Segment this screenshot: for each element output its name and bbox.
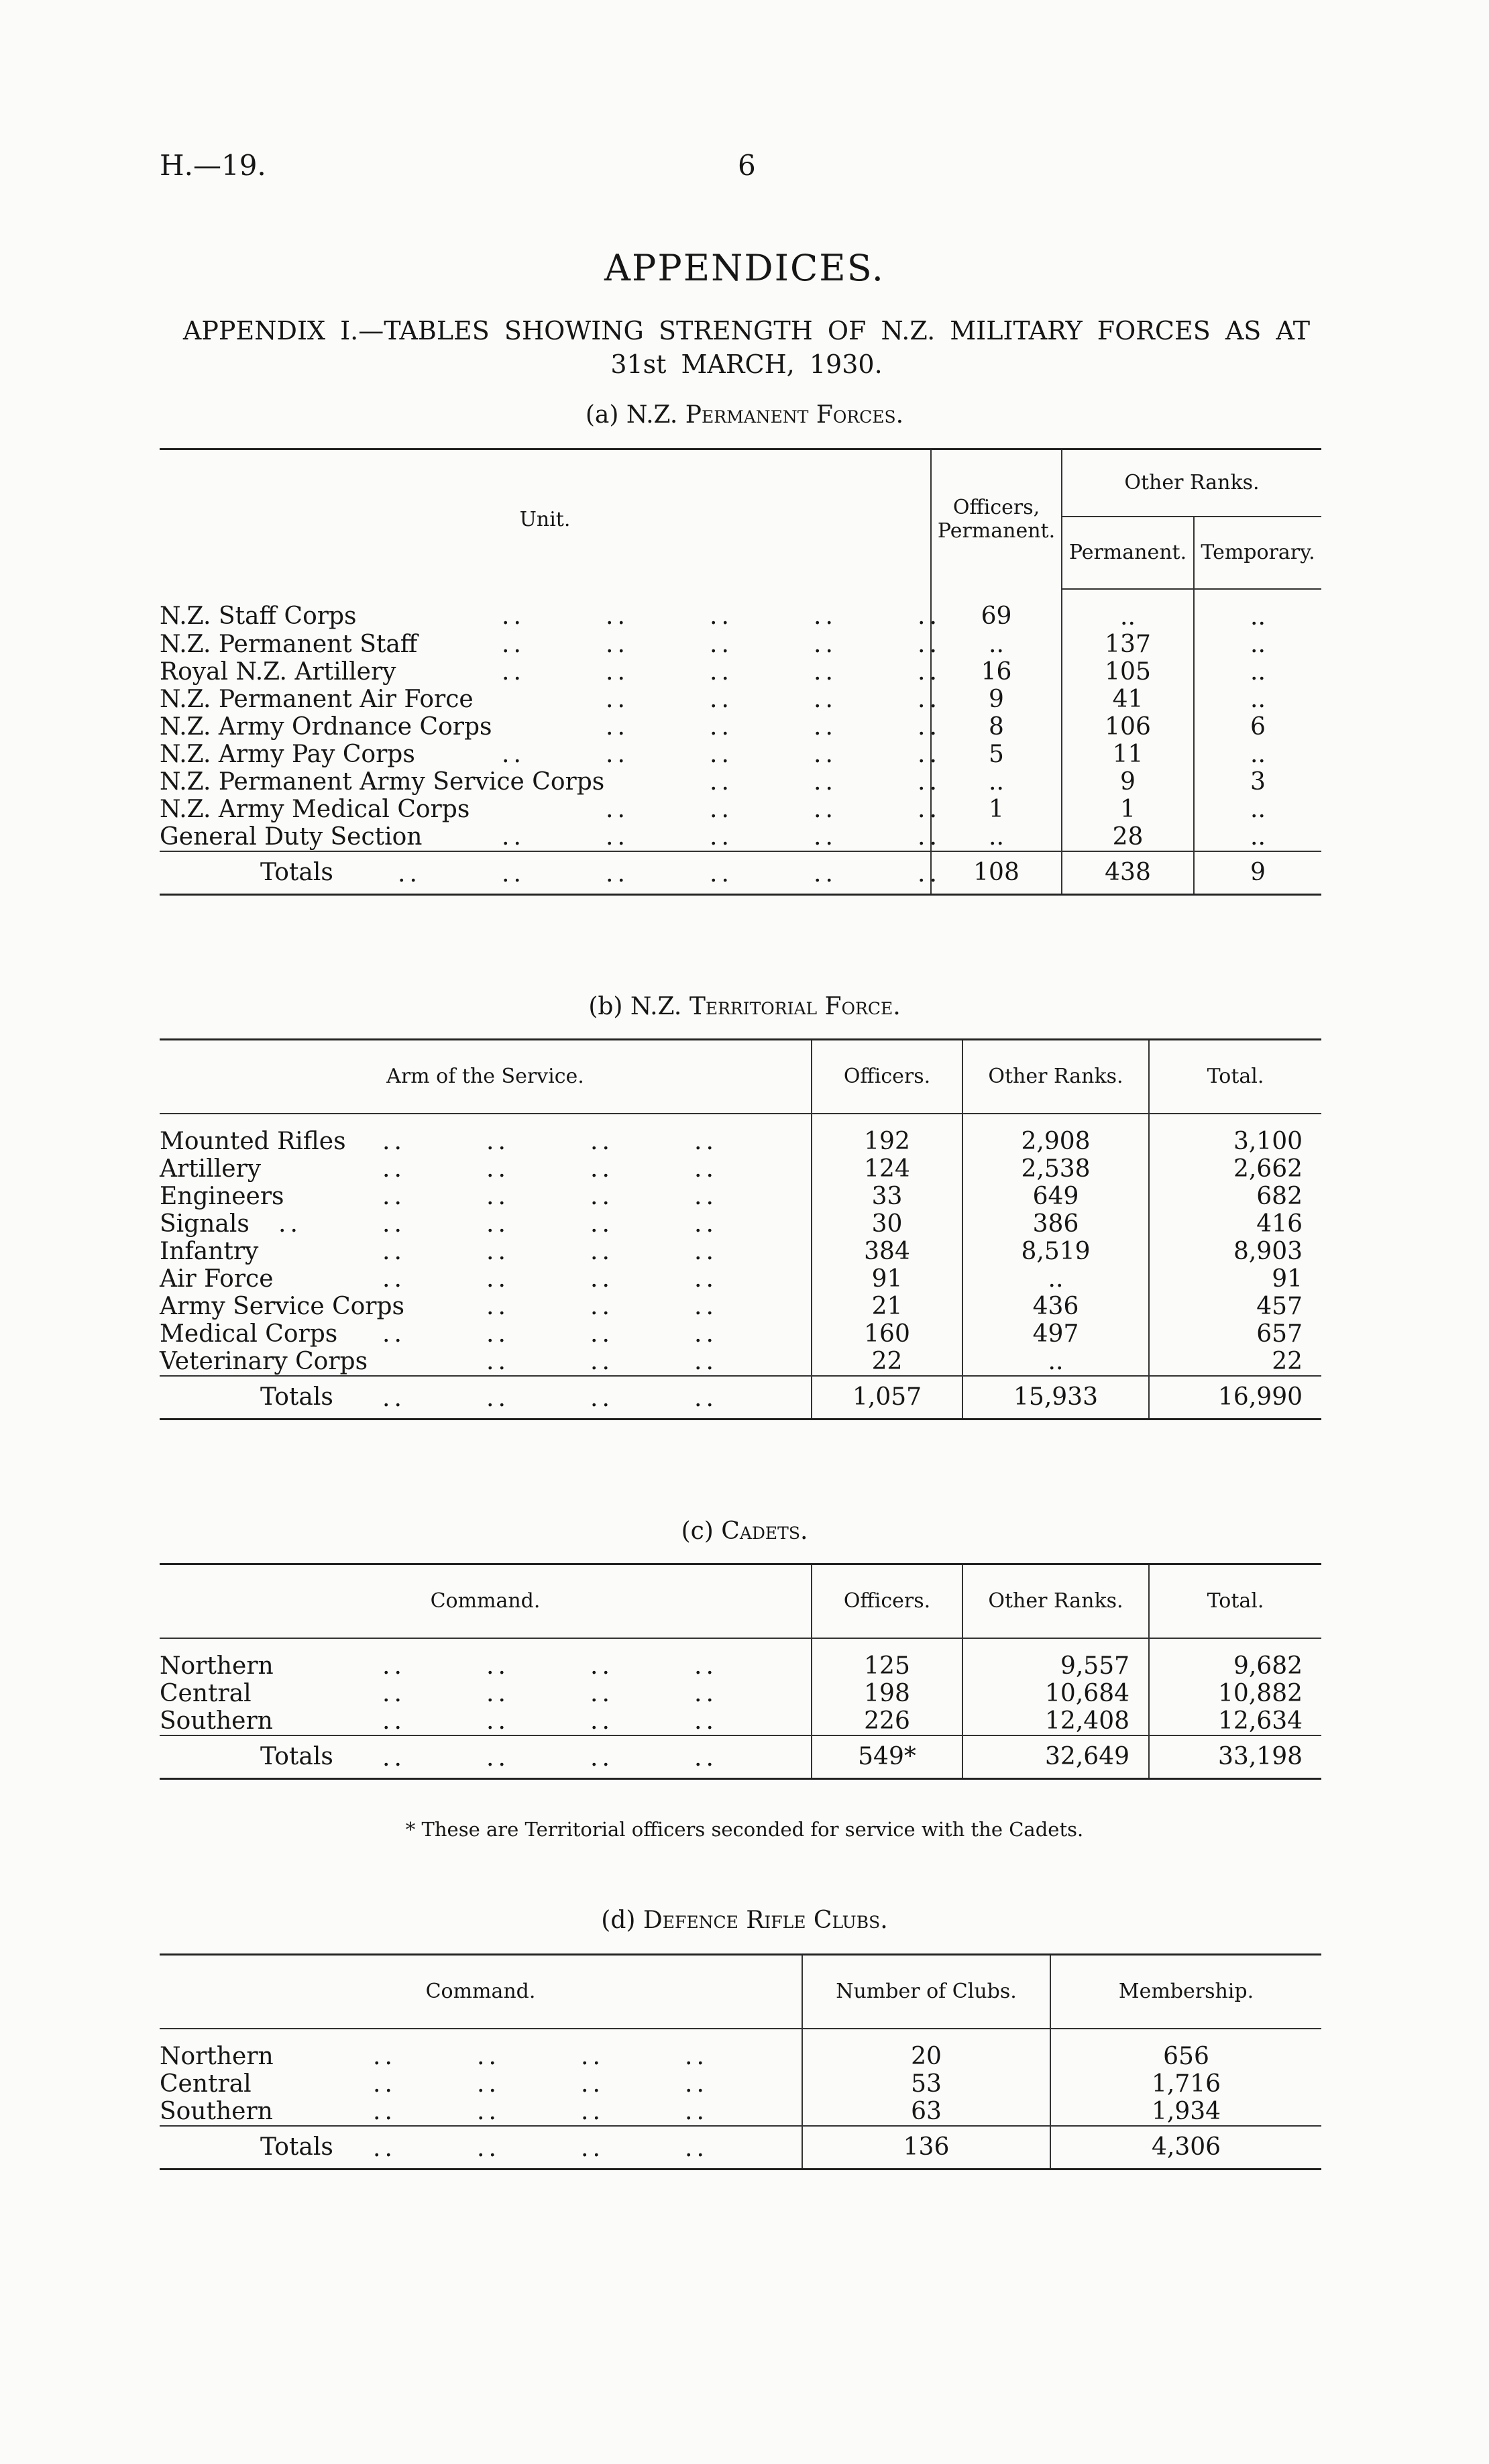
page-number: 6 bbox=[738, 149, 756, 182]
header-unit: Unit. bbox=[160, 449, 931, 589]
table-row bbox=[160, 713, 1321, 741]
table-row bbox=[160, 686, 1321, 713]
leader-dot: .. bbox=[606, 657, 629, 686]
cell-clubs: 20 bbox=[802, 2029, 1050, 2070]
cell-officers: 198 bbox=[812, 1680, 962, 1707]
leader-dot: .. bbox=[814, 630, 837, 658]
totals-label: Totals .. .. .. .. bbox=[160, 1376, 812, 1420]
leader-dot: .. bbox=[373, 2070, 396, 2098]
leader-dot: .. bbox=[486, 1347, 510, 1375]
table-row bbox=[160, 1210, 1321, 1238]
cell-other-ranks: 8,519 bbox=[962, 1238, 1149, 1265]
cell-officers: 108 bbox=[931, 851, 1062, 895]
leader-dot: .. bbox=[918, 740, 941, 768]
leader-dot: .. bbox=[382, 1707, 406, 1735]
totals-row bbox=[160, 851, 1321, 895]
cell-officers: 33 bbox=[812, 1183, 962, 1210]
leader-dot: .. bbox=[590, 1320, 614, 1348]
row-label: N.Z. Army Ordnance Corps .. .. .. .. bbox=[160, 712, 941, 741]
leader-dot: .. bbox=[918, 602, 941, 630]
leader-dot: .. bbox=[814, 685, 837, 713]
rifle-clubs-table bbox=[160, 1953, 1321, 2170]
leader-dot: .. bbox=[710, 602, 733, 630]
cell-officers: 1,057 bbox=[812, 1376, 962, 1420]
leader-dot: .. bbox=[486, 1320, 510, 1348]
leader-dot: .. bbox=[606, 602, 629, 630]
row-label: Southern .. .. .. .. bbox=[160, 1707, 718, 1735]
row-label: N.Z. Permanent Army Service Corps .. .. .. bbox=[160, 767, 941, 796]
leader-dot: .. bbox=[581, 2070, 604, 2098]
leader-dot: .. bbox=[606, 712, 629, 741]
cell-temporary: 3 bbox=[1194, 768, 1321, 796]
leader-dot: .. bbox=[694, 1292, 718, 1320]
leader-dot: .. bbox=[486, 1384, 510, 1412]
leader-dot: .. bbox=[581, 2042, 604, 2070]
leader-dot: .. bbox=[918, 767, 941, 796]
table-row bbox=[160, 1707, 1321, 1735]
leader-dot: .. bbox=[486, 1707, 510, 1735]
cell-other-ranks: .. bbox=[962, 1265, 1149, 1293]
leader-dot: .. bbox=[502, 602, 525, 630]
table-row bbox=[160, 1293, 1321, 1320]
totals-row bbox=[160, 1376, 1321, 1420]
leader-dot: .. bbox=[373, 2097, 396, 2125]
cell-membership: 4,306 bbox=[1050, 2126, 1321, 2170]
leader-dot: .. bbox=[694, 1347, 718, 1375]
row-label: Army Service Corps .. .. .. bbox=[160, 1292, 718, 1320]
cell-temporary: 6 bbox=[1194, 713, 1321, 741]
cell-other-ranks: 12,408 bbox=[962, 1707, 1149, 1735]
leader-dot: .. bbox=[486, 1292, 510, 1320]
table-row bbox=[160, 796, 1321, 823]
leader-dot: .. bbox=[694, 1182, 718, 1210]
leader-dot: .. bbox=[382, 1744, 406, 1772]
cell-officers: 30 bbox=[812, 1210, 962, 1238]
leader-dot: .. bbox=[502, 657, 525, 686]
table-row bbox=[160, 1183, 1321, 1210]
leader-dot: .. bbox=[685, 2097, 708, 2125]
leader-dot: .. bbox=[278, 1210, 302, 1238]
territorial-force-body bbox=[160, 1114, 1321, 1420]
header-membership: Membership. bbox=[1050, 1955, 1321, 2029]
leader-dot: .. bbox=[590, 1265, 614, 1293]
leader-dot: .. bbox=[710, 657, 733, 686]
cell-other-ranks: 15,933 bbox=[962, 1376, 1149, 1420]
cell-officers: 192 bbox=[812, 1114, 962, 1155]
cell-other-ranks: 10,684 bbox=[962, 1680, 1149, 1707]
cell-total: 657 bbox=[1149, 1320, 1321, 1348]
leader-dot: .. bbox=[581, 2134, 604, 2162]
leader-dot: .. bbox=[590, 1384, 614, 1412]
cell-total: 10,882 bbox=[1149, 1680, 1321, 1707]
leader-dot: .. bbox=[486, 1155, 510, 1183]
cell-officers: 22 bbox=[812, 1348, 962, 1376]
cell-total: 416 bbox=[1149, 1210, 1321, 1238]
leader-dot: .. bbox=[694, 1384, 718, 1412]
cell-other-ranks: 2,538 bbox=[962, 1155, 1149, 1183]
leader-dot: .. bbox=[382, 1265, 406, 1293]
leader-dot: .. bbox=[685, 2134, 708, 2162]
leader-dot: .. bbox=[814, 712, 837, 741]
cell-total: 16,990 bbox=[1149, 1376, 1321, 1420]
table-row bbox=[160, 1348, 1321, 1376]
cell-permanent: 106 bbox=[1062, 713, 1194, 741]
leader-dot: .. bbox=[373, 2042, 396, 2070]
header-temporary: Temporary. bbox=[1194, 517, 1321, 589]
appendix-title-line-1: APPENDIX I.—TABLES SHOWING STRENGTH OF N.Z. MILITARY FORCES AS AT bbox=[182, 316, 1311, 345]
cell-permanent: 105 bbox=[1062, 658, 1194, 686]
leader-dot: .. bbox=[694, 1320, 718, 1348]
permanent-forces-caption: (a) N.Z. Permanent Forces. bbox=[585, 401, 904, 429]
cell-permanent: 11 bbox=[1062, 741, 1194, 768]
leader-dot: .. bbox=[382, 1127, 406, 1155]
cell-permanent: 41 bbox=[1062, 686, 1194, 713]
leader-dot: .. bbox=[918, 859, 941, 888]
header-other-ranks: Other Ranks. bbox=[1062, 449, 1321, 517]
cell-officers: 226 bbox=[812, 1707, 962, 1735]
table-row bbox=[160, 1265, 1321, 1293]
row-label: N.Z. Army Medical Corps .. .. .. .. bbox=[160, 795, 941, 823]
leader-dot: .. bbox=[590, 1744, 614, 1772]
row-label: N.Z. Army Pay Corps .. .. .. .. .. bbox=[160, 740, 941, 768]
cell-temporary: .. bbox=[1194, 631, 1321, 658]
leader-dot: .. bbox=[590, 1679, 614, 1707]
row-label: N.Z. Permanent Air Force .. .. .. .. bbox=[160, 685, 941, 713]
leader-dot: .. bbox=[486, 1744, 510, 1772]
table-row bbox=[160, 823, 1321, 851]
leader-dot: .. bbox=[918, 822, 941, 851]
cell-other-ranks: 386 bbox=[962, 1210, 1149, 1238]
leader-dot: .. bbox=[590, 1182, 614, 1210]
leader-dot: .. bbox=[486, 1652, 510, 1680]
cell-clubs: 136 bbox=[802, 2126, 1050, 2170]
row-label: Central .. .. .. .. bbox=[160, 2070, 708, 2098]
row-label: Northern .. .. .. .. bbox=[160, 1652, 718, 1680]
cell-permanent: 137 bbox=[1062, 631, 1194, 658]
cell-officers: .. bbox=[931, 823, 1062, 851]
rifle-clubs-body bbox=[160, 2029, 1321, 2170]
leader-dot: .. bbox=[382, 1679, 406, 1707]
leader-dot: .. bbox=[382, 1182, 406, 1210]
leader-dot: .. bbox=[502, 740, 525, 768]
rifle-clubs-caption: (d) Defence Rifle Clubs. bbox=[601, 1907, 888, 1934]
totals-row bbox=[160, 2126, 1321, 2170]
cell-total: 91 bbox=[1149, 1265, 1321, 1293]
leader-dot: .. bbox=[814, 795, 837, 823]
row-label: Royal N.Z. Artillery .. .. .. .. .. bbox=[160, 657, 941, 686]
table-row bbox=[160, 1638, 1321, 1680]
cell-temporary: .. bbox=[1194, 658, 1321, 686]
cell-officers: 91 bbox=[812, 1265, 962, 1293]
leader-dot: .. bbox=[710, 740, 733, 768]
cell-officers: 124 bbox=[812, 1155, 962, 1183]
cell-membership: 656 bbox=[1050, 2029, 1321, 2070]
leader-dot: .. bbox=[590, 1237, 614, 1265]
cell-permanent: 9 bbox=[1062, 768, 1194, 796]
leader-dot: .. bbox=[694, 1127, 718, 1155]
totals-row bbox=[160, 1735, 1321, 1779]
leader-dot: .. bbox=[382, 1384, 406, 1412]
cell-total: 12,634 bbox=[1149, 1707, 1321, 1735]
cell-temporary: .. bbox=[1194, 823, 1321, 851]
header-officers: Officers. bbox=[812, 1564, 962, 1638]
row-label: Infantry .. .. .. .. bbox=[160, 1237, 718, 1265]
cadets-caption: (c) Cadets. bbox=[681, 1517, 808, 1545]
leader-dot: .. bbox=[606, 685, 629, 713]
row-label: General Duty Section .. .. .. .. .. bbox=[160, 822, 941, 851]
leader-dot: .. bbox=[694, 1265, 718, 1293]
leader-dot: .. bbox=[694, 1155, 718, 1183]
leader-dot: .. bbox=[918, 630, 941, 658]
row-label: Air Force .. .. .. .. bbox=[160, 1265, 718, 1293]
cell-other-ranks: .. bbox=[962, 1348, 1149, 1376]
header-officers: Officers. bbox=[812, 1040, 962, 1114]
row-label: Northern .. .. .. .. bbox=[160, 2042, 708, 2070]
leader-dot: .. bbox=[694, 1707, 718, 1735]
leader-dot: .. bbox=[685, 2070, 708, 2098]
leader-dot: .. bbox=[590, 1155, 614, 1183]
leader-dot: .. bbox=[918, 795, 941, 823]
appendix-title-line-2: 31st MARCH, 1930. bbox=[610, 350, 883, 379]
cell-officers: 69 bbox=[931, 589, 1062, 631]
leader-dot: .. bbox=[814, 602, 837, 630]
cell-officers: 125 bbox=[812, 1638, 962, 1680]
leader-dot: .. bbox=[814, 859, 837, 888]
cell-other-ranks: 649 bbox=[962, 1183, 1149, 1210]
leader-dot: .. bbox=[606, 740, 629, 768]
leader-dot: .. bbox=[918, 685, 941, 713]
cell-clubs: 63 bbox=[802, 2098, 1050, 2126]
leader-dot: .. bbox=[918, 657, 941, 686]
cell-other-ranks: 9,557 bbox=[962, 1638, 1149, 1680]
row-label: Southern .. .. .. .. bbox=[160, 2097, 708, 2125]
leader-dot: .. bbox=[502, 859, 525, 888]
cell-total: 33,198 bbox=[1149, 1735, 1321, 1779]
leader-dot: .. bbox=[710, 685, 733, 713]
leader-dot: .. bbox=[814, 657, 837, 686]
table-row bbox=[160, 1320, 1321, 1348]
table-row bbox=[160, 1155, 1321, 1183]
leader-dot: .. bbox=[710, 859, 733, 888]
table-row bbox=[160, 2070, 1321, 2098]
cell-total: 682 bbox=[1149, 1183, 1321, 1210]
cell-officers: 549* bbox=[812, 1735, 962, 1779]
cell-clubs: 53 bbox=[802, 2070, 1050, 2098]
leader-dot: .. bbox=[382, 1652, 406, 1680]
leader-dot: .. bbox=[590, 1652, 614, 1680]
cell-total: 457 bbox=[1149, 1293, 1321, 1320]
table-row bbox=[160, 2029, 1321, 2070]
header-permanent: Permanent. bbox=[1062, 517, 1194, 589]
cell-temporary: 9 bbox=[1194, 851, 1321, 895]
row-label: Signals .. .. .. .. .. bbox=[160, 1210, 718, 1238]
cell-officers: 9 bbox=[931, 686, 1062, 713]
leader-dot: .. bbox=[694, 1237, 718, 1265]
cell-officers: 8 bbox=[931, 713, 1062, 741]
cell-officers: 5 bbox=[931, 741, 1062, 768]
leader-dot: .. bbox=[382, 1237, 406, 1265]
leader-dot: .. bbox=[710, 822, 733, 851]
header-arm: Arm of the Service. bbox=[160, 1040, 812, 1114]
leader-dot: .. bbox=[694, 1652, 718, 1680]
page-title: APPENDICES. bbox=[604, 247, 885, 289]
row-label: N.Z. Permanent Staff .. .. .. .. .. bbox=[160, 630, 941, 658]
leader-dot: .. bbox=[710, 767, 733, 796]
leader-dot: .. bbox=[606, 822, 629, 851]
cell-permanent: .. bbox=[1062, 589, 1194, 631]
leader-dot: .. bbox=[382, 1320, 406, 1348]
cadets-table bbox=[160, 1563, 1321, 1780]
leader-dot: .. bbox=[814, 767, 837, 796]
header-total: Total. bbox=[1149, 1040, 1321, 1114]
leader-dot: .. bbox=[590, 1707, 614, 1735]
cadets-footnote: * These are Territorial officers seconded for service with the Cadets. bbox=[405, 1818, 1084, 1841]
leader-dot: .. bbox=[486, 1182, 510, 1210]
header-total: Total. bbox=[1149, 1564, 1321, 1638]
cell-other-ranks: 497 bbox=[962, 1320, 1149, 1348]
row-label: Engineers .. .. .. .. bbox=[160, 1182, 718, 1210]
table-row bbox=[160, 768, 1321, 796]
leader-dot: .. bbox=[606, 630, 629, 658]
cell-total: 2,662 bbox=[1149, 1155, 1321, 1183]
row-label: Artillery .. .. .. .. bbox=[160, 1155, 718, 1183]
cell-other-ranks: 436 bbox=[962, 1293, 1149, 1320]
leader-dot: .. bbox=[477, 2070, 500, 2098]
leader-dot: .. bbox=[694, 1679, 718, 1707]
header-other-ranks: Other Ranks. bbox=[962, 1564, 1149, 1638]
table-row bbox=[160, 2098, 1321, 2126]
leader-dot: .. bbox=[685, 2042, 708, 2070]
leader-dot: .. bbox=[382, 1210, 406, 1238]
leader-dot: .. bbox=[581, 2097, 604, 2125]
cell-other-ranks: 32,649 bbox=[962, 1735, 1149, 1779]
leader-dot: .. bbox=[918, 712, 941, 741]
leader-dot: .. bbox=[590, 1292, 614, 1320]
leader-dot: .. bbox=[710, 630, 733, 658]
cell-temporary: .. bbox=[1194, 589, 1321, 631]
leader-dot: .. bbox=[477, 2097, 500, 2125]
table-row bbox=[160, 631, 1321, 658]
leader-dot: .. bbox=[590, 1210, 614, 1238]
leader-dot: .. bbox=[590, 1127, 614, 1155]
leader-dot: .. bbox=[590, 1347, 614, 1375]
leader-dot: .. bbox=[486, 1237, 510, 1265]
cell-officers: 1 bbox=[931, 796, 1062, 823]
leader-dot: .. bbox=[486, 1127, 510, 1155]
cell-officers: 384 bbox=[812, 1238, 962, 1265]
leader-dot: .. bbox=[814, 822, 837, 851]
leader-dot: .. bbox=[694, 1744, 718, 1772]
leader-dot: .. bbox=[814, 740, 837, 768]
cell-membership: 1,934 bbox=[1050, 2098, 1321, 2126]
table-row bbox=[160, 658, 1321, 686]
cell-temporary: .. bbox=[1194, 796, 1321, 823]
appendix-title bbox=[174, 314, 1319, 381]
leader-dot: .. bbox=[606, 859, 629, 888]
leader-dot: .. bbox=[477, 2042, 500, 2070]
leader-dot: .. bbox=[486, 1210, 510, 1238]
cell-temporary: .. bbox=[1194, 741, 1321, 768]
cell-total: 3,100 bbox=[1149, 1114, 1321, 1155]
permanent-forces-body bbox=[160, 589, 1321, 895]
leader-dot: .. bbox=[477, 2134, 500, 2162]
cell-total: 22 bbox=[1149, 1348, 1321, 1376]
totals-label: Totals .. .. .. .. bbox=[160, 1735, 812, 1779]
totals-label: Totals .. .. .. .. bbox=[160, 2126, 802, 2170]
document-reference: H.—19. bbox=[160, 149, 266, 182]
cadets-body bbox=[160, 1638, 1321, 1779]
leader-dot: .. bbox=[398, 859, 421, 888]
row-label: Central .. .. .. .. bbox=[160, 1679, 718, 1707]
territorial-force-table bbox=[160, 1038, 1321, 1420]
table-row bbox=[160, 1238, 1321, 1265]
table-row bbox=[160, 1680, 1321, 1707]
table-row bbox=[160, 1114, 1321, 1155]
header-officers-permanent: Officers, Permanent. bbox=[931, 449, 1062, 589]
cell-officers: 16 bbox=[931, 658, 1062, 686]
leader-dot: .. bbox=[606, 795, 629, 823]
cell-permanent: 438 bbox=[1062, 851, 1194, 895]
leader-dot: .. bbox=[710, 712, 733, 741]
table-row bbox=[160, 589, 1321, 631]
leader-dot: .. bbox=[486, 1265, 510, 1293]
row-label: Medical Corps .. .. .. .. bbox=[160, 1320, 718, 1348]
cell-total: 8,903 bbox=[1149, 1238, 1321, 1265]
totals-label: Totals .. .. .. .. .. .. bbox=[160, 851, 931, 895]
leader-dot: .. bbox=[502, 822, 525, 851]
header-other-ranks: Other Ranks. bbox=[962, 1040, 1149, 1114]
leader-dot: .. bbox=[694, 1210, 718, 1238]
cell-permanent: 1 bbox=[1062, 796, 1194, 823]
cell-permanent: 28 bbox=[1062, 823, 1194, 851]
header-command: Command. bbox=[160, 1564, 812, 1638]
cell-officers: 160 bbox=[812, 1320, 962, 1348]
cell-officers: .. bbox=[931, 631, 1062, 658]
row-label: Veterinary Corps .. .. .. bbox=[160, 1347, 718, 1375]
header-number-of-clubs: Number of Clubs. bbox=[802, 1955, 1050, 2029]
cell-temporary: .. bbox=[1194, 686, 1321, 713]
cell-membership: 1,716 bbox=[1050, 2070, 1321, 2098]
row-label: Mounted Rifles .. .. .. .. bbox=[160, 1127, 718, 1155]
leader-dot: .. bbox=[710, 795, 733, 823]
territorial-force-caption: (b) N.Z. Territorial Force. bbox=[588, 993, 901, 1020]
permanent-forces-table bbox=[160, 448, 1321, 896]
leader-dot: .. bbox=[382, 1155, 406, 1183]
cell-total: 9,682 bbox=[1149, 1638, 1321, 1680]
leader-dot: .. bbox=[373, 2134, 396, 2162]
table-row bbox=[160, 741, 1321, 768]
cell-officers: .. bbox=[931, 768, 1062, 796]
cell-officers: 21 bbox=[812, 1293, 962, 1320]
row-label: N.Z. Staff Corps .. .. .. .. .. bbox=[160, 602, 941, 630]
header-command: Command. bbox=[160, 1955, 802, 2029]
cell-other-ranks: 2,908 bbox=[962, 1114, 1149, 1155]
leader-dot: .. bbox=[502, 630, 525, 658]
leader-dot: .. bbox=[486, 1679, 510, 1707]
